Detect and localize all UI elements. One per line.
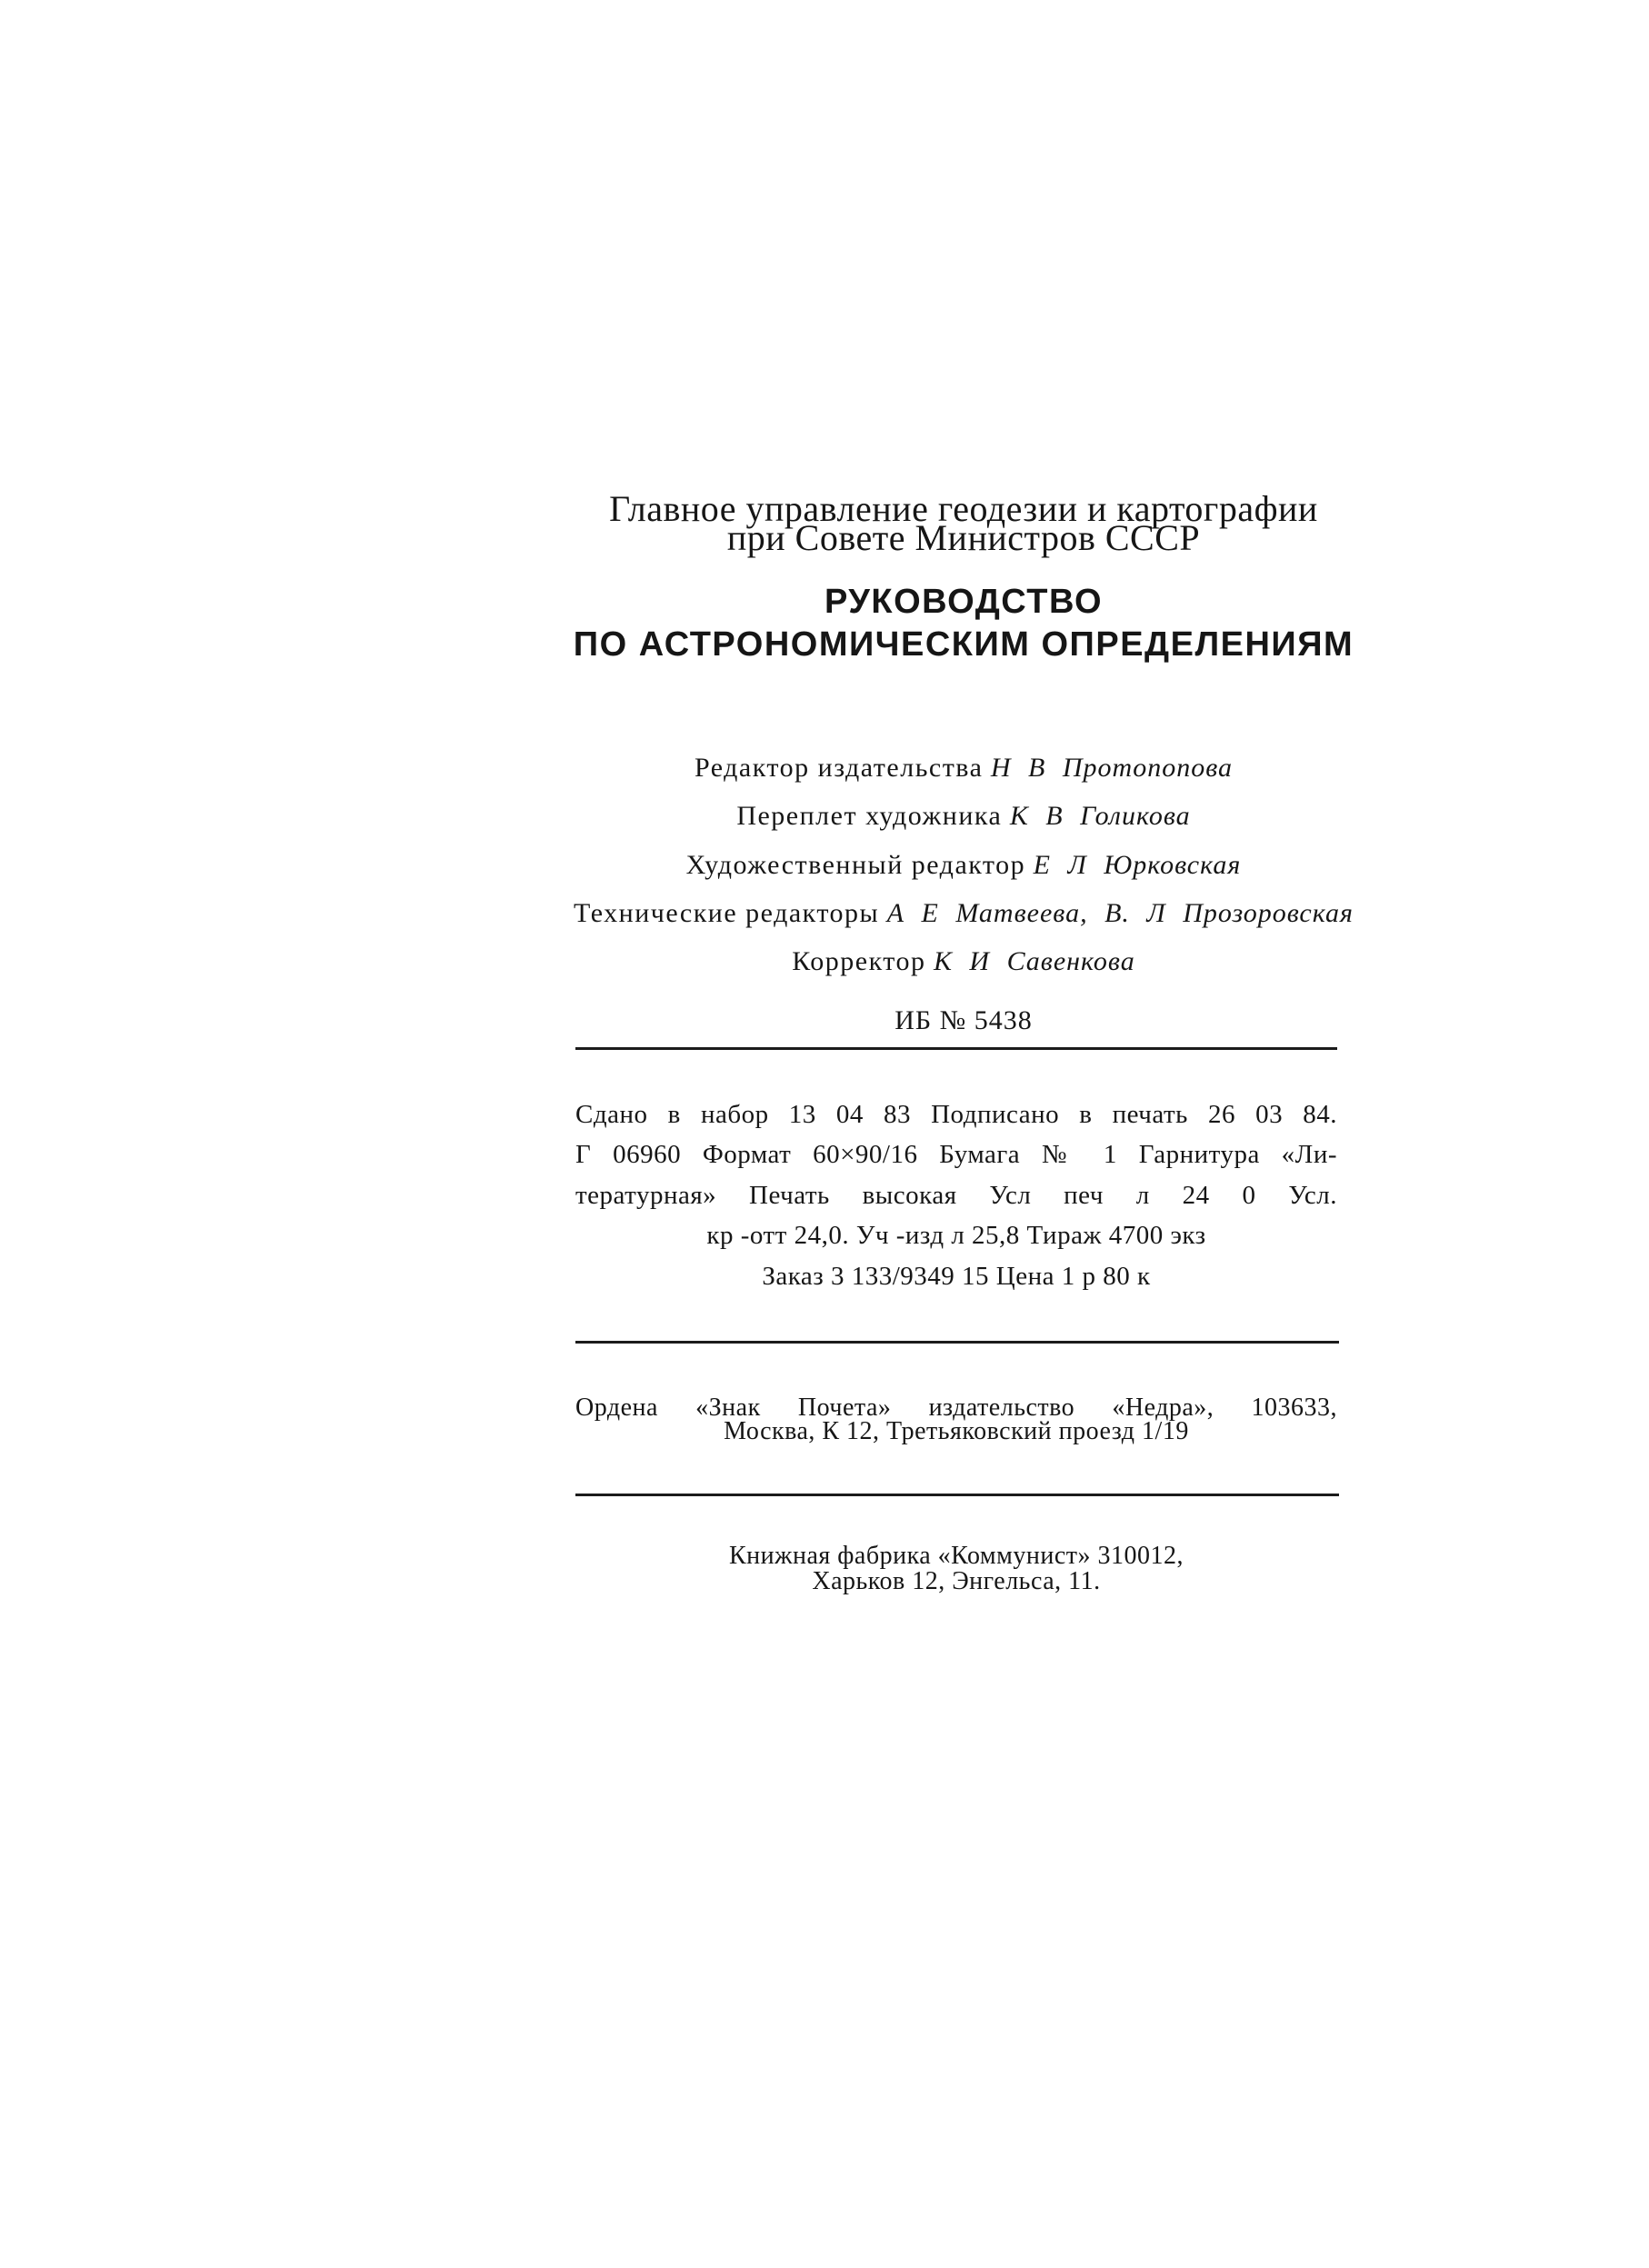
- imprint-line: кр -отт 24,0. Уч -изд л 25,8 Тираж 4700 экз: [706, 1221, 1206, 1250]
- imprint-line: Г 06960 Формат 60×90/16 Бумага № 1 Гарнитура «Ли-: [575, 1140, 1337, 1169]
- credit-line-art-editor: [509, 852, 1418, 879]
- credit-role: Художественный редактор: [685, 850, 1026, 880]
- printer-line: Книжная фабрика «Коммунист» 310012,: [728, 1542, 1184, 1570]
- publisher-line: Москва, К 12, Третьяковский проезд 1/19: [724, 1417, 1189, 1445]
- credit-name: К В Голикова: [1009, 801, 1191, 831]
- org-name-line2: при Совете Министров СССР: [726, 517, 1201, 558]
- imprint-line: Сдано в набор 13 04 83 Подписано в печать 26 03 84.: [575, 1100, 1337, 1129]
- ib-number: ИБ № 5438: [894, 1005, 1033, 1035]
- divider-rule-2: [575, 1341, 1339, 1344]
- credit-line-editor: [509, 754, 1418, 782]
- credit-role: Корректор: [792, 946, 926, 976]
- org-name-line1: Главное управление геодезии и картографии: [609, 488, 1318, 529]
- credit-line-binding-artist: [509, 803, 1418, 830]
- publisher-line: Ордена «Знак Почета» издательство «Недра», 103633,: [575, 1394, 1337, 1422]
- credit-name: К И Савенкова: [934, 946, 1135, 976]
- divider-rule-1: [575, 1047, 1337, 1050]
- printer-line: Харьков 12, Энгельса, 11.: [812, 1567, 1101, 1595]
- book-title-line1: РУКОВОДСТВО: [824, 583, 1104, 621]
- divider-rule-3: [575, 1494, 1339, 1496]
- imprint-line: Заказ 3 133/9349 15 Цена 1 р 80 к: [762, 1262, 1151, 1291]
- credit-role: Переплет художника: [736, 801, 1003, 831]
- credit-name: Е Л Юрковская: [1033, 850, 1242, 880]
- imprint-line: тературная» Печать высокая Усл печ л 24 0 Усл.: [575, 1181, 1337, 1210]
- book-title-line2: ПО АСТРОНОМИЧЕСКИМ ОПРЕДЕЛЕНИЯМ: [573, 625, 1354, 664]
- credit-line-proofreader: [509, 948, 1418, 975]
- credit-line-technical-editors: [509, 900, 1418, 927]
- credit-role: Технические редакторы: [574, 898, 880, 928]
- credit-name: А Е Матвеева, В. Л Прозоровская: [886, 898, 1354, 928]
- credit-name: Н В Протопопова: [990, 753, 1234, 783]
- credit-role: Редактор издательства: [694, 753, 984, 783]
